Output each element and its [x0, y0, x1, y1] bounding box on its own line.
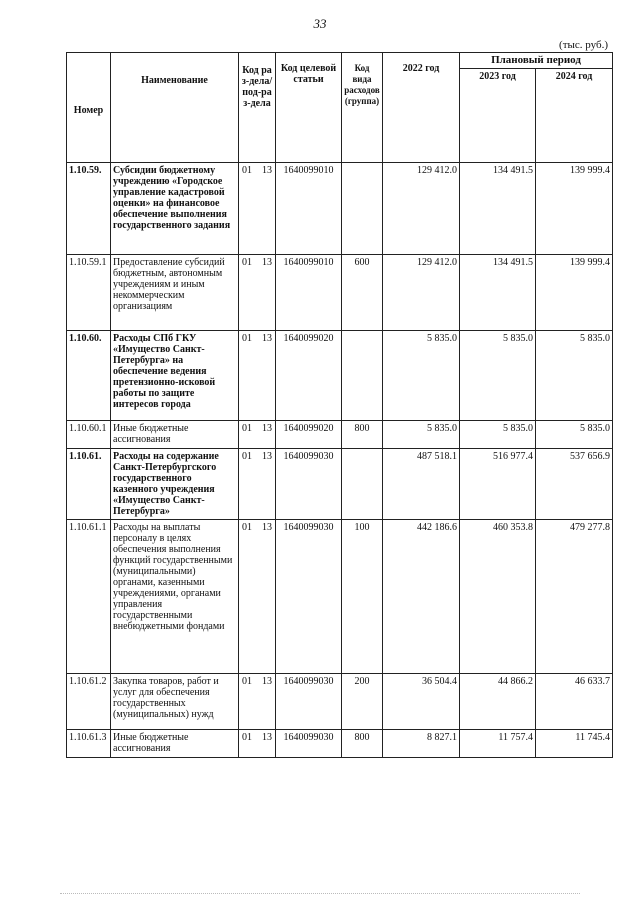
- header-target-code: Код целевой статьи: [276, 53, 342, 163]
- subsection-code: 13: [262, 257, 272, 268]
- row-target-code: 1640099010: [276, 163, 342, 255]
- row-target-code: 1640099030: [276, 449, 342, 520]
- row-target-code: 1640099030: [276, 520, 342, 674]
- row-name: Иные бюджетные ассигнования: [111, 730, 239, 758]
- row-target-code: 1640099010: [276, 255, 342, 331]
- section-code: 01: [242, 676, 252, 687]
- units-label: (тыс. руб.): [559, 39, 608, 51]
- row-value-2024: 46 633.7: [536, 674, 613, 730]
- row-value-2024: 11 745.4: [536, 730, 613, 758]
- row-number: 1.10.59.: [67, 163, 111, 255]
- section-code: 01: [242, 257, 252, 268]
- row-number: 1.10.61.1: [67, 520, 111, 674]
- table-row: [67, 730, 613, 758]
- row-value-2022: 129 412.0: [383, 163, 460, 255]
- row-value-2023: 516 977.4: [460, 449, 536, 520]
- row-expense-code: 800: [342, 730, 383, 758]
- section-code: 01: [242, 333, 252, 344]
- section-code: 01: [242, 522, 252, 533]
- table-row: [67, 674, 613, 730]
- subsection-code: 13: [262, 451, 272, 462]
- row-value-2022: 487 518.1: [383, 449, 460, 520]
- row-number: 1.10.60.1: [67, 421, 111, 449]
- subsection-code: 13: [262, 333, 272, 344]
- row-name: Субсидии бюджетному учреждению «Городское управление кадастровой оценки» на финансовое обеспечение выполнения государственного задания: [111, 163, 239, 255]
- row-number: 1.10.60.: [67, 331, 111, 421]
- row-name: Расходы на выплаты персоналу в целях обеспечения выполнения функций государственными (муниципальными) органами, казенными учреждениями, органами управления государственными внебюджетными фондами: [111, 520, 239, 674]
- subsection-code: 13: [262, 732, 272, 743]
- table-row: [67, 449, 613, 520]
- subsection-code: 13: [262, 423, 272, 434]
- row-section-code: [239, 449, 276, 520]
- row-expense-code: 100: [342, 520, 383, 674]
- row-section-code: [239, 421, 276, 449]
- row-value-2023: 5 835.0: [460, 421, 536, 449]
- table-row: [67, 421, 613, 449]
- table-row: [67, 331, 613, 421]
- page-number: 33: [313, 16, 327, 31]
- scan-footer-edge: [60, 893, 580, 897]
- row-value-2023: 460 353.8: [460, 520, 536, 674]
- row-value-2024: 139 999.4: [536, 163, 613, 255]
- table-row: [67, 163, 613, 255]
- header-expense-code: Код вида расходов (группа): [342, 53, 383, 163]
- row-value-2023: 134 491.5: [460, 163, 536, 255]
- row-value-2022: 36 504.4: [383, 674, 460, 730]
- subsection-code: 13: [262, 165, 272, 176]
- row-value-2022: 5 835.0: [383, 421, 460, 449]
- row-value-2023: 44 866.2: [460, 674, 536, 730]
- header-year-2022: 2022 год: [383, 53, 460, 163]
- table-row: [67, 520, 613, 674]
- row-target-code: 1640099030: [276, 730, 342, 758]
- row-number: 1.10.61.3: [67, 730, 111, 758]
- header-planned-period: Плановый период: [460, 53, 613, 69]
- row-number: 1.10.59.1: [67, 255, 111, 331]
- row-name: Иные бюджетные ассигнования: [111, 421, 239, 449]
- row-expense-code: 800: [342, 421, 383, 449]
- row-name: Расходы на содержание Санкт-Петербургского государственного казенного учреждения «Имущество Санкт-Петербурга»: [111, 449, 239, 520]
- row-value-2024: 537 656.9: [536, 449, 613, 520]
- row-value-2024: 5 835.0: [536, 421, 613, 449]
- row-value-2023: 134 491.5: [460, 255, 536, 331]
- row-value-2023: 11 757.4: [460, 730, 536, 758]
- row-section-code: [239, 674, 276, 730]
- row-number: 1.10.61.: [67, 449, 111, 520]
- subsection-code: 13: [262, 676, 272, 687]
- section-code: 01: [242, 423, 252, 434]
- header-section-code: Код раз-дела/ под-раз-дела: [239, 53, 276, 163]
- header-year-2023: 2023 год: [460, 69, 536, 163]
- row-expense-code: 200: [342, 674, 383, 730]
- row-value-2022: 442 186.6: [383, 520, 460, 674]
- row-target-code: 1640099020: [276, 331, 342, 421]
- row-value-2024: 139 999.4: [536, 255, 613, 331]
- row-value-2022: 129 412.0: [383, 255, 460, 331]
- row-name: Предоставление субсидий бюджетным, автономным учреждениям и иным некоммерческим организациям: [111, 255, 239, 331]
- row-section-code: [239, 331, 276, 421]
- budget-table: [66, 52, 613, 758]
- section-code: 01: [242, 451, 252, 462]
- row-expense-code: [342, 163, 383, 255]
- header-name: Наименование: [111, 53, 239, 163]
- subsection-code: 13: [262, 522, 272, 533]
- header-year-2024: 2024 год: [536, 69, 613, 163]
- row-value-2022: 8 827.1: [383, 730, 460, 758]
- row-value-2022: 5 835.0: [383, 331, 460, 421]
- row-expense-code: [342, 331, 383, 421]
- section-code: 01: [242, 165, 252, 176]
- row-section-code: [239, 520, 276, 674]
- row-section-code: [239, 163, 276, 255]
- row-section-code: [239, 730, 276, 758]
- row-value-2024: 479 277.8: [536, 520, 613, 674]
- header-number: Номер: [67, 53, 111, 163]
- row-name: Расходы СПб ГКУ «Имущество Санкт-Петербурга» на обеспечение ведения претензионно-исковой работы по защите интересов города: [111, 331, 239, 421]
- row-expense-code: 600: [342, 255, 383, 331]
- row-value-2023: 5 835.0: [460, 331, 536, 421]
- row-number: 1.10.61.2: [67, 674, 111, 730]
- table-row: [67, 255, 613, 331]
- row-section-code: [239, 255, 276, 331]
- section-code: 01: [242, 732, 252, 743]
- row-name: Закупка товаров, работ и услуг для обеспечения государственных (муниципальных) нужд: [111, 674, 239, 730]
- row-expense-code: [342, 449, 383, 520]
- row-target-code: 1640099020: [276, 421, 342, 449]
- row-value-2024: 5 835.0: [536, 331, 613, 421]
- row-target-code: 1640099030: [276, 674, 342, 730]
